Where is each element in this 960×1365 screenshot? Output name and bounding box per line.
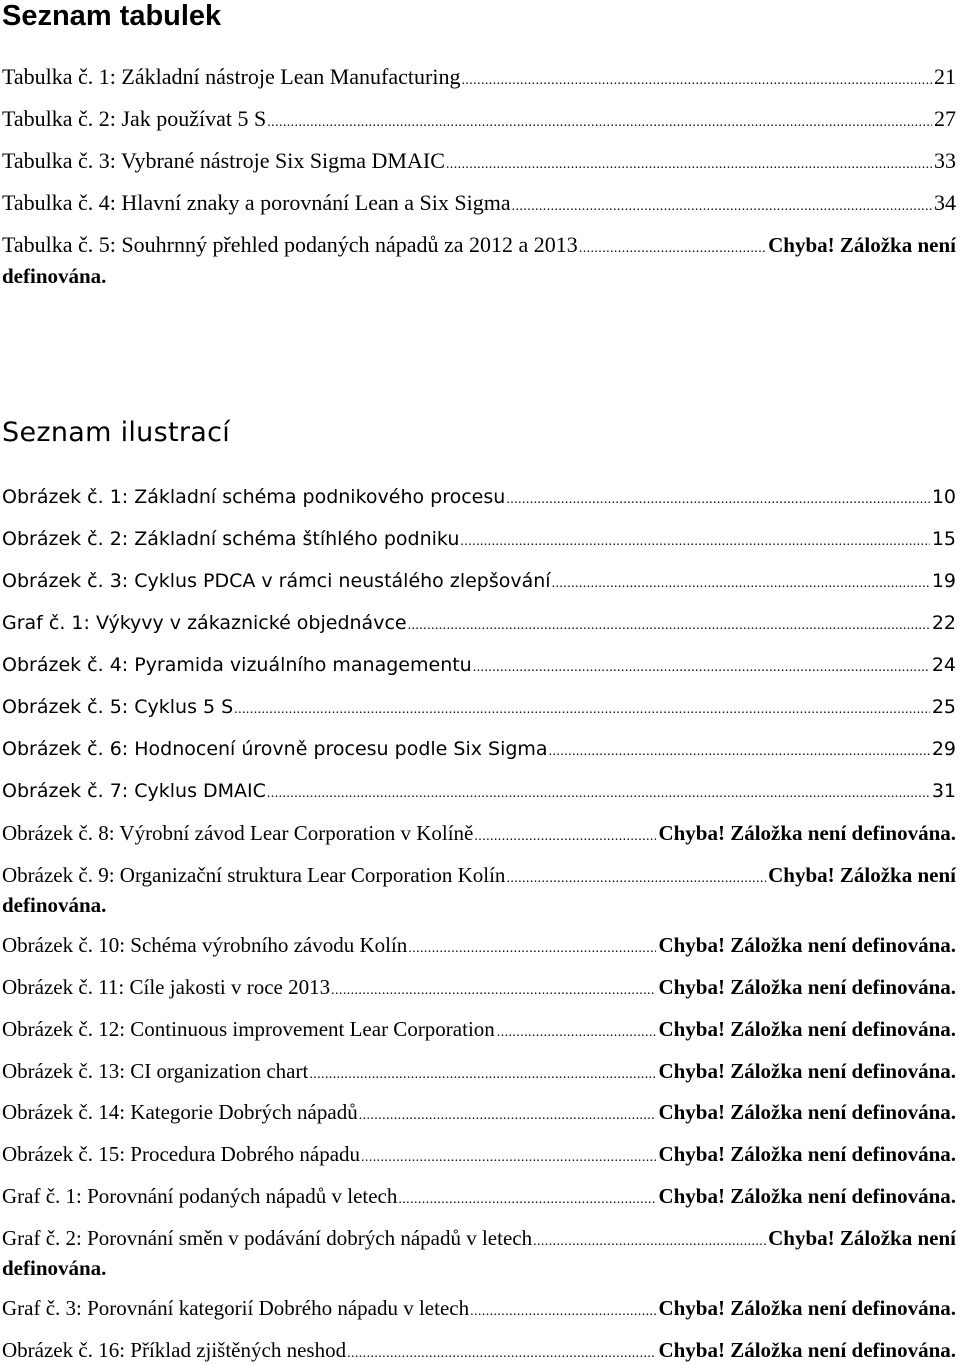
toc-entry[interactable] [2,863,956,888]
toc-entry-label: Tabulka č. 4: Hlavní znaky a porovnání Lean a Six Sigma [2,190,511,215]
toc-entry-label: Obrázek č. 11: Cíle jakosti v roce 2013 [2,975,331,999]
bookmark-error: Chyba! Záložka není definována. [658,1184,956,1208]
toc-entry[interactable] [2,148,956,174]
toc-entry-page: 10 [931,486,956,508]
toc-entry[interactable] [2,1226,956,1251]
dot-leader [549,738,930,760]
dot-leader [234,696,930,718]
dot-leader [579,232,766,258]
toc-entry-label: Obrázek č. 16: Příklad zjištěných neshod [2,1338,347,1362]
dot-leader [552,570,930,592]
toc-entry-label: Tabulka č. 5: Souhrnný přehled podaných nápadů za 2012 a 2013 [2,232,578,257]
bookmark-error: Chyba! Záložka není definována. [658,821,956,845]
toc-entry[interactable] [2,821,956,846]
toc-entry[interactable] [2,1017,956,1042]
toc-entry[interactable] [2,612,956,634]
toc-entry-page: 21 [934,64,956,89]
dot-leader [473,654,930,676]
toc-entry-label: Obrázek č. 4: Pyramida vizuálního managementu [2,654,472,676]
toc-entry[interactable] [2,1059,956,1084]
toc-entry-label: Graf č. 1: Výkyvy v zákaznické objednávce [2,612,407,634]
toc-entry[interactable] [2,528,956,550]
bookmark-error: Chyba! Záložka není [768,1226,956,1250]
toc-entry-page: 15 [931,528,956,550]
toc-entry-label: Graf č. 2: Porovnání směn v podávání dobrých nápadů v letech [2,1226,533,1250]
toc-entry[interactable] [2,738,956,760]
tables-heading: Seznam tabulek [2,0,222,32]
bookmark-error: Chyba! Záložka není definována. [658,1100,956,1124]
dot-leader [361,1142,656,1167]
toc-entry[interactable] [2,1184,956,1209]
toc-entry[interactable] [2,654,956,676]
toc-entry[interactable] [2,1338,956,1363]
bookmark-error: Chyba! Záložka není definována. [658,1142,956,1166]
toc-entry[interactable] [2,570,956,592]
dot-leader [267,780,930,802]
toc-entry-label: Tabulka č. 1: Základní nástroje Lean Manufacturing [2,64,461,89]
toc-entry-label: Obrázek č. 8: Výrobní závod Lear Corporation v Kolíně [2,821,474,845]
toc-entry[interactable] [2,696,956,718]
dot-leader [347,1338,656,1363]
bookmark-error: Chyba! Záložka není definována. [658,933,956,957]
toc-entry[interactable] [2,1142,956,1167]
dot-leader [398,1184,656,1209]
dot-leader [506,863,766,888]
dot-leader [408,933,656,958]
toc-entry-page: 33 [934,148,956,173]
toc-entry[interactable] [2,975,956,1000]
toc-entry-label: Obrázek č. 7: Cyklus DMAIC [2,780,266,802]
toc-entry-label: Graf č. 3: Porovnání kategorií Dobrého nápadu v letech [2,1296,470,1320]
toc-entry-label: Obrázek č. 1: Základní schéma podnikového procesu [2,486,506,508]
bookmark-error: Chyba! Záložka není definována. [658,1296,956,1320]
toc-entry-label: Obrázek č. 13: CI organization chart [2,1059,309,1083]
dot-leader [470,1296,656,1321]
toc-entry-page: 27 [934,106,956,131]
toc-entry-page: 19 [931,570,956,592]
toc-entry-label: Tabulka č. 3: Vybrané nástroje Six Sigma DMAIC [2,148,445,173]
dot-leader [267,106,932,132]
bookmark-error-continuation: definována. [2,1256,107,1280]
bookmark-error-continuation: definována. [2,893,107,917]
toc-entry[interactable] [2,64,956,90]
toc-entry-label: Obrázek č. 10: Schéma výrobního závodu Kolín [2,933,408,957]
toc-entry[interactable] [2,106,956,132]
toc-entry[interactable] [2,1296,956,1321]
toc-entry-label: Obrázek č. 9: Organizační struktura Lear Corporation Kolín [2,863,506,887]
toc-entry-page: 22 [931,612,956,634]
toc-entry-label: Obrázek č. 6: Hodnocení úrovně procesu podle Six Sigma [2,738,548,760]
dot-leader [331,975,656,1000]
toc-entry[interactable] [2,780,956,802]
toc-entry-page: 31 [931,780,956,802]
toc-entry[interactable] [2,933,956,958]
dot-leader [309,1059,656,1084]
toc-entry-label: Obrázek č. 5: Cyklus 5 S [2,696,234,718]
toc-entry-label: Obrázek č. 12: Continuous improvement Lear Corporation [2,1017,495,1041]
dot-leader [408,612,930,634]
dot-leader [446,148,932,174]
toc-entry-page: 29 [931,738,956,760]
dot-leader [461,64,932,90]
dot-leader [512,190,932,216]
toc-entry-label: Obrázek č. 2: Základní schéma štíhlého podniku [2,528,460,550]
dot-leader [359,1100,657,1125]
bookmark-error: Chyba! Záložka není [768,863,956,887]
dot-leader [533,1226,766,1251]
bookmark-error-continuation: definována. [2,264,107,288]
toc-entry-label: Obrázek č. 15: Procedura Dobrého nápadu [2,1142,361,1166]
dot-leader [506,486,929,508]
toc-entry-label: Tabulka č. 2: Jak používat 5 S [2,106,267,131]
bookmark-error: Chyba! Záložka není [768,233,956,257]
dot-leader [460,528,929,550]
toc-entry[interactable] [2,232,956,258]
bookmark-error: Chyba! Záložka není definována. [658,1338,956,1362]
bookmark-error: Chyba! Záložka není definována. [658,1059,956,1083]
toc-entry-label: Graf č. 1: Porovnání podaných nápadů v letech [2,1184,398,1208]
bookmark-error: Chyba! Záložka není definována. [658,1017,956,1041]
illustrations-heading: Seznam ilustrací [2,417,231,448]
bookmark-error: Chyba! Záložka není definována. [658,975,956,999]
toc-entry[interactable] [2,1100,956,1125]
toc-entry-label: Obrázek č. 3: Cyklus PDCA v rámci neustálého zlepšování [2,570,551,592]
dot-leader [497,1017,657,1042]
dot-leader [474,821,656,846]
toc-entry-page: 24 [931,654,956,676]
toc-entry-page: 34 [934,190,956,215]
toc-entry[interactable] [2,190,956,216]
toc-entry[interactable] [2,486,956,508]
toc-entry-label: Obrázek č. 14: Kategorie Dobrých nápadů [2,1100,358,1124]
toc-entry-page: 25 [931,696,956,718]
